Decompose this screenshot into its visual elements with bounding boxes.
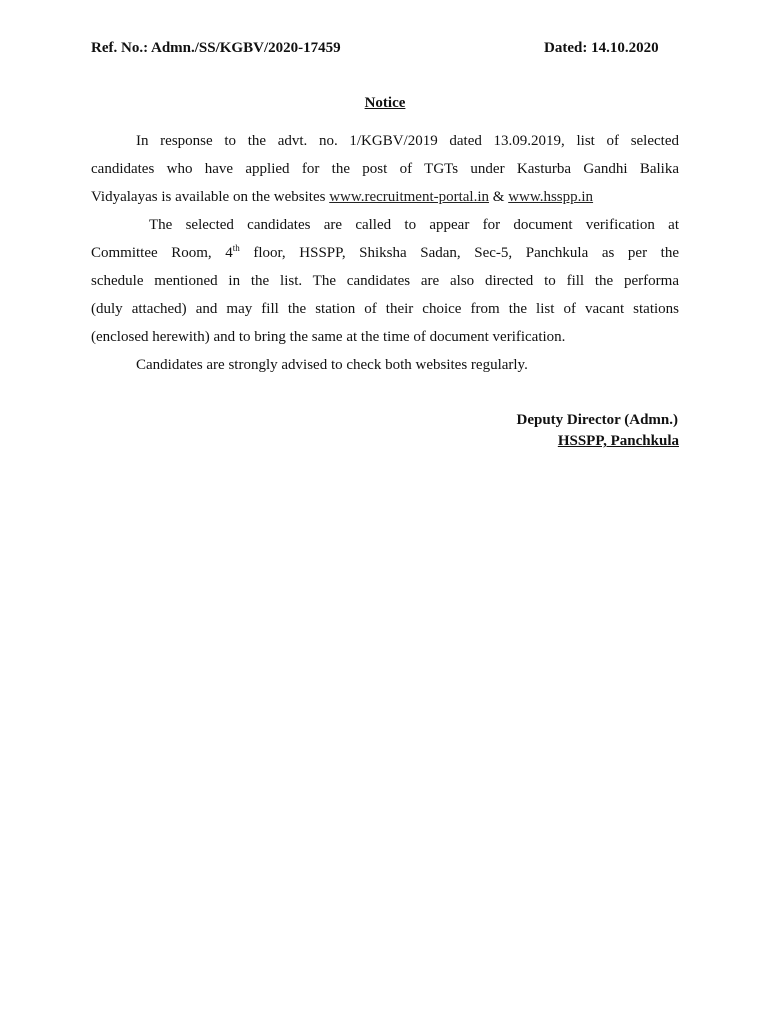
recruitment-portal-link[interactable]: www.recruitment-portal.in [329, 189, 490, 205]
para1-line2: candidates who have applied for the post of TGTs under Kasturba Gandhi Balika [91, 161, 679, 177]
para2-line2-a: Committee Room, 4 [91, 245, 233, 261]
para2-line2-b: floor, HSSPP, Shiksha Sadan, Sec-5, Panchkula as per the [253, 245, 679, 261]
signatory-office: HSSPP, Panchkula [557, 433, 679, 449]
para1-line1: In response to the advt. no. 1/KGBV/2019 dated 13.09.2019, list of selected [136, 133, 679, 149]
para2-line3: schedule mentioned in the list. The candidates are also directed to fill the performa [91, 273, 679, 289]
ordinal-superscript: th [232, 243, 240, 253]
reference-number: Ref. No.: Admn./SS/KGBV/2020-17459 [91, 40, 341, 56]
para2-line2 [91, 244, 679, 262]
para3-line1: Candidates are strongly advised to check both websites regularly. [136, 357, 528, 373]
document-date: Dated: 14.10.2020 [544, 40, 659, 56]
ampersand: & [492, 189, 505, 205]
signatory-designation: Deputy Director (Admn.) [516, 412, 678, 428]
para2-line1: The selected candidates are called to appear for document verification at [149, 217, 679, 233]
hsspp-link[interactable]: www.hsspp.in [508, 189, 594, 205]
notice-title: Notice [364, 95, 406, 111]
para2-line5: (enclosed herewith) and to bring the same at the time of document verification. [91, 329, 566, 345]
para2-line4: (duly attached) and may fill the station of their choice from the list of vacant stations [91, 301, 679, 317]
para1-line3-text: Vidyalayas is available on the websites [91, 189, 326, 205]
para1-line3 [91, 188, 679, 206]
